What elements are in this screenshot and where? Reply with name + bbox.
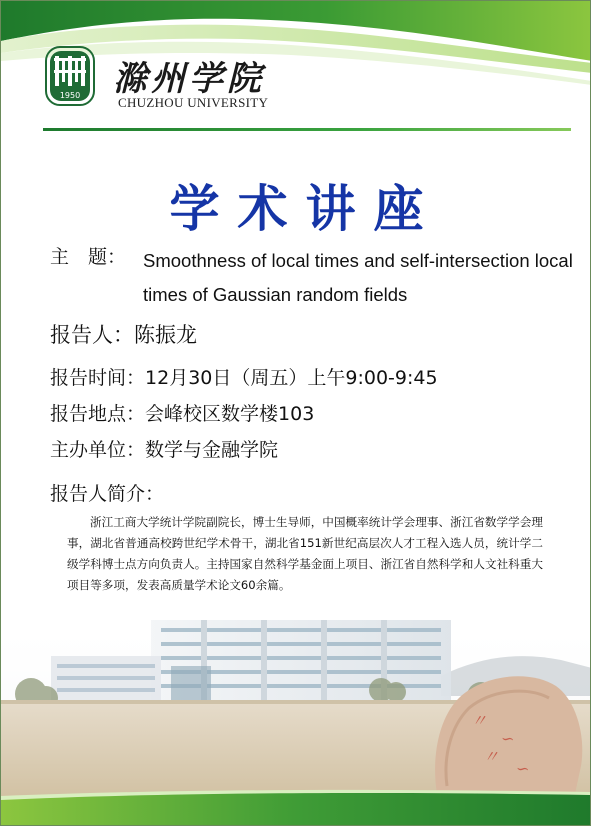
speaker-value: 陈振龙 [134, 323, 197, 347]
svg-text:∽: ∽ [516, 759, 530, 778]
time-label: 报告时间： [50, 367, 146, 389]
speaker-row [50, 319, 197, 349]
speaker-label: 报告人： [50, 323, 134, 347]
university-name-en: CHUZHOU UNIVERSITY [118, 95, 269, 110]
host-value: 数学与金融学院 [145, 439, 279, 461]
time-row [50, 363, 438, 390]
university-logo-icon [45, 46, 95, 106]
host-label: 主办单位： [50, 439, 146, 461]
footer-band [1, 788, 591, 826]
host-row [50, 435, 278, 462]
university-name-cn: 滁州学院 [113, 59, 265, 99]
campus-scene-image [1, 616, 591, 796]
place-label: 报告地点： [50, 403, 146, 425]
speaker-bio: 浙江工商大学统计学院副院长，博士生导师，中国概率统计学会理事、浙江省数学学会理事，湖北省普通高校跨世纪学术骨干，湖北省151新世纪高层次人才工程入选人员，统计学二级学科博士点方向负责人。主持国家自然科学基金面上项目、浙江省自然科学和人文社科重大项目等多项，发表高质量学术论文60余篇。 [67, 515, 543, 592]
topic-label: 主 题： [50, 246, 127, 268]
header-divider [43, 128, 571, 131]
intro-label: 报告人简介： [50, 483, 165, 505]
svg-text:〃: 〃 [471, 711, 488, 730]
topic-value: Smoothness of local times and self-intersection local times of Gaussian random fields [143, 250, 573, 305]
svg-text:〃: 〃 [483, 747, 500, 766]
logo-year: 1950 [59, 91, 81, 100]
place-value: 会峰校区数学楼103 [145, 403, 315, 425]
page-title: 学术讲座 [169, 180, 442, 238]
time-value: 12月30日（周五）上午9:00-9:45 [145, 367, 438, 389]
place-row [50, 399, 314, 426]
svg-text:∽: ∽ [501, 729, 515, 748]
